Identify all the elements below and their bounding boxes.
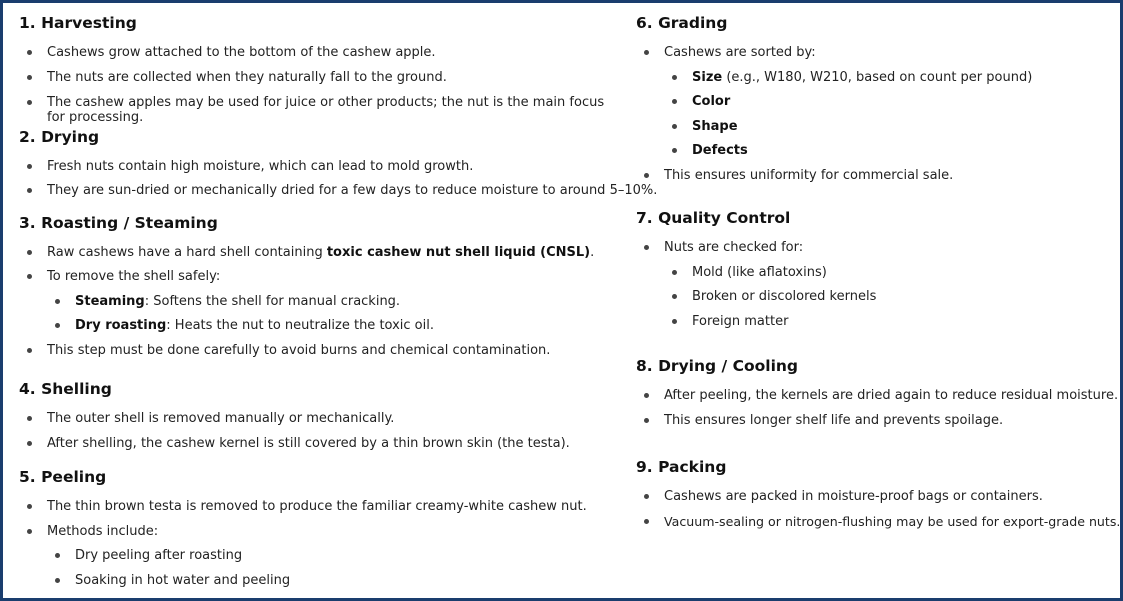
list-item: This ensures longer shelf life and prevents spoilage. [664,413,1003,428]
list-item: This ensures uniformity for commercial sale. [664,168,953,183]
bullet-icon [644,50,649,55]
sub-list-item: Defects [692,143,748,158]
section-title-grading: 6. Grading [636,14,728,32]
list-item: The cashew apples may be used for juice or other products; the nut is the main focus for processing. [47,95,607,125]
sub-list-item: Dry peeling after roasting [75,548,242,563]
section-title-packing: 9. Packing [636,458,727,476]
list-item: This step must be done carefully to avoid burns and chemical contamination. [47,343,550,358]
bullet-icon [27,416,32,421]
bullet-icon [27,250,32,255]
bullet-icon [644,245,649,250]
sub-list-item: Soaking in hot water and peeling [75,573,290,588]
list-item: Raw cashews have a hard shell containing toxic cashew nut shell liquid (CNSL). [47,245,594,260]
bullet-icon [55,553,60,558]
section-title-drying: 2. Drying [19,128,100,146]
sub-list-item: Mold (like aflatoxins) [692,265,827,280]
bullet-icon [672,294,677,299]
sub-list-item: Size (e.g., W180, W210, based on count per pound) [692,70,1032,85]
list-item: To remove the shell safely: [47,269,220,284]
bullet-icon [55,578,60,583]
section-title-roasting-steaming: 3. Roasting / Steaming [19,214,218,232]
list-item: Fresh nuts contain high moisture, which can lead to mold growth. [47,159,473,174]
section-title-peeling: 5. Peeling [19,468,107,486]
list-item: The outer shell is removed manually or mechanically. [47,411,394,426]
list-item: Cashews are packed in moisture-proof bags or containers. [664,489,1043,504]
list-item: They are sun-dried or mechanically dried for a few days to reduce moisture to around 5–10%. [47,183,657,198]
list-item: After peeling, the kernels are dried again to reduce residual moisture. [664,388,1118,403]
list-item: Methods include: [47,524,158,539]
bullet-icon [27,188,32,193]
sub-list-item: Steaming: Softens the shell for manual cracking. [75,294,400,309]
bullet-icon [644,393,649,398]
bullet-icon [644,418,649,423]
section-title-shelling: 4. Shelling [19,380,112,398]
bullet-icon [27,75,32,80]
bullet-icon [27,441,32,446]
bullet-icon [644,173,649,178]
bullet-icon [27,50,32,55]
bullet-icon [672,75,677,80]
list-item: After shelling, the cashew kernel is still covered by a thin brown skin (the testa). [47,436,570,451]
list-item: The nuts are collected when they naturally fall to the ground. [47,70,447,85]
list-item: Cashews grow attached to the bottom of the cashew apple. [47,45,436,60]
bullet-icon [27,348,32,353]
bullet-icon [27,504,32,509]
bullet-icon [55,299,60,304]
sub-list-item: Color [692,94,730,109]
sub-list-item: Dry roasting: Heats the nut to neutralize the toxic oil. [75,318,434,333]
section-title-harvesting: 1. Harvesting [19,14,137,32]
list-item: Vacuum-sealing or nitrogen-flushing may be used for export-grade nuts. [664,514,1120,529]
sub-list-item: Foreign matter [692,314,788,329]
list-item: The thin brown testa is removed to produce the familiar creamy-white cashew nut. [47,499,587,514]
section-title-drying-cooling: 8. Drying / Cooling [636,357,799,375]
bullet-icon [644,494,649,499]
bullet-icon [55,323,60,328]
bullet-icon [27,529,32,534]
sub-list-item: Shape [692,119,738,134]
bullet-icon [672,99,677,104]
bullet-icon [27,274,32,279]
bullet-icon [672,270,677,275]
bullet-icon [672,319,677,324]
list-item: Nuts are checked for: [664,240,803,255]
bullet-icon [672,148,677,153]
list-item: Cashews are sorted by: [664,45,816,60]
bullet-icon [672,124,677,129]
section-title-quality-control: 7. Quality Control [636,209,791,227]
bullet-icon [27,164,32,169]
bullet-icon [644,519,649,524]
sub-list-item: Broken or discolored kernels [692,289,876,304]
bullet-icon [27,100,32,105]
